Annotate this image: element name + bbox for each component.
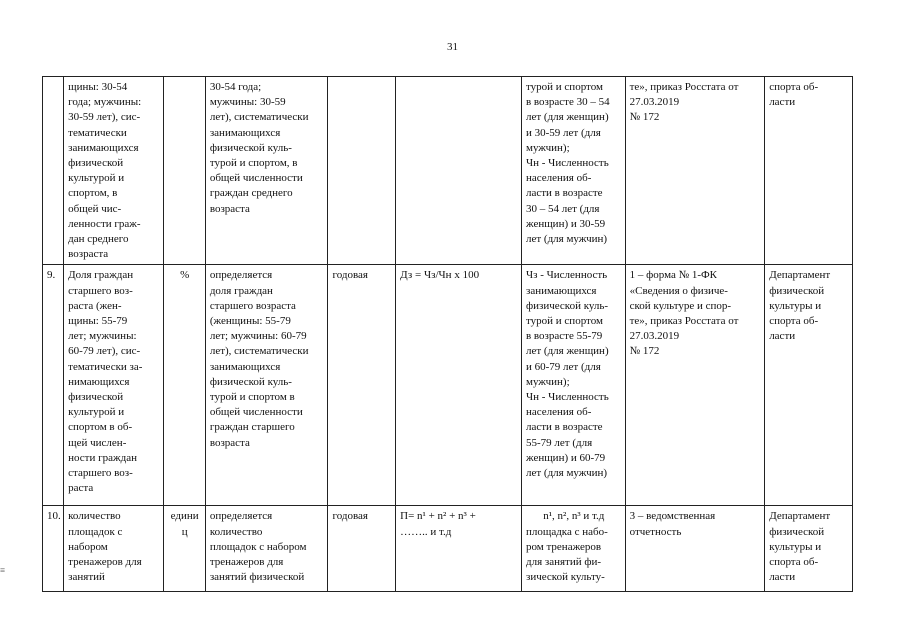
indicators-cell: турой и спортом в возрасте 30 – 54 лет (для женщин) и 30-59 лет (для мужчин); Чн - Численность населения об- ласти в возрасте 30 – 54 лет (для женщин) и 30-59 лет (для мужчин) xyxy=(521,77,625,265)
indicators-text: площадка с набо- ром тренажеров для занятий фи- зической культу- xyxy=(525,525,608,584)
page-number: 31 xyxy=(447,41,458,53)
definition-cell: определяется доля граждан старшего возраста (женщины: 55-79 лет; мужчины: 60-79 лет), систематически занимающихся физической куль- турой и спортом в общей численности граждан старшего возраста xyxy=(205,265,328,506)
row-number-cell: 10. xyxy=(43,506,64,592)
unit-cell: едини ц xyxy=(163,506,205,592)
formula-cell xyxy=(396,506,522,592)
indicators-cell: Чз - Численность занимающихся физической куль- турой и спортом в возрасте 55-79 лет (для женщин) и 60-79 лет (для мужчин); Чн - Численность населения об- ласти в возрасте 55-79 лет (для женщин) и 60-79 лет (для мужчин) xyxy=(521,265,625,506)
row-number-cell xyxy=(43,77,64,265)
indicator-name-cell: Доля граждан старшего воз- раста (жен- щины: 55-79 лет; мужчины: 60-79 лет), сис- тематически за- нимающихся физической культурой и спортом в об- щей числен- ности граждан старшего воз- раста xyxy=(64,265,163,506)
unit-cell xyxy=(163,77,205,265)
indicator-name-cell: количество площадок с набором тренажеров для занятий xyxy=(64,506,163,592)
indicators-head: n¹, n², n³ и т.д xyxy=(543,510,605,523)
indicator-name-cell: щины: 30-54 года; мужчины: 30-59 лет), сис- тематически занимающихся физической культурой и спортом, в общей чис- ленности граж- дан среднего возраста xyxy=(64,77,163,265)
unit-cell: % xyxy=(163,265,205,506)
periodicity-cell: годовая xyxy=(328,265,396,506)
formula-cell: Дз = Чз/Чн х 100 xyxy=(396,265,522,506)
row-number-cell: 9. xyxy=(43,265,64,506)
indicators-cell xyxy=(521,506,625,592)
periodicity-cell xyxy=(328,77,396,265)
table-row xyxy=(43,77,853,265)
definition-cell: 30-54 года; мужчины: 30-59 лет), систематически занимающихся физической куль- турой и спортом, в общей численности граждан среднего возраста xyxy=(205,77,328,265)
periodicity-cell: годовая xyxy=(328,506,396,592)
responsible-cell: спорта об- ласти xyxy=(765,77,853,265)
scan-edge-mark: ≡ xyxy=(0,565,6,575)
source-cell: 1 – форма № 1-ФК «Сведения о физиче- ской культуре и спор- те», приказ Росстата от 27.03.2019 № 172 xyxy=(625,265,765,506)
indicators-table xyxy=(42,76,853,592)
formula-cell xyxy=(396,77,522,265)
source-cell: те», приказ Росстата от 27.03.2019 № 172 xyxy=(625,77,765,265)
formula-tail: …….. и т.д xyxy=(400,525,452,538)
source-cell: 3 – ведомственная отчетность xyxy=(625,506,765,592)
formula-main: П= n¹ + n² + n³ + xyxy=(400,510,476,523)
table-row xyxy=(43,506,853,592)
definition-cell: определяется количество площадок с набором тренажеров для занятий физической xyxy=(205,506,328,592)
responsible-cell: Департамент физической культуры и спорта об- ласти xyxy=(765,506,853,592)
table-row xyxy=(43,265,853,506)
responsible-cell: Департамент физической культуры и спорта об- ласти xyxy=(765,265,853,506)
